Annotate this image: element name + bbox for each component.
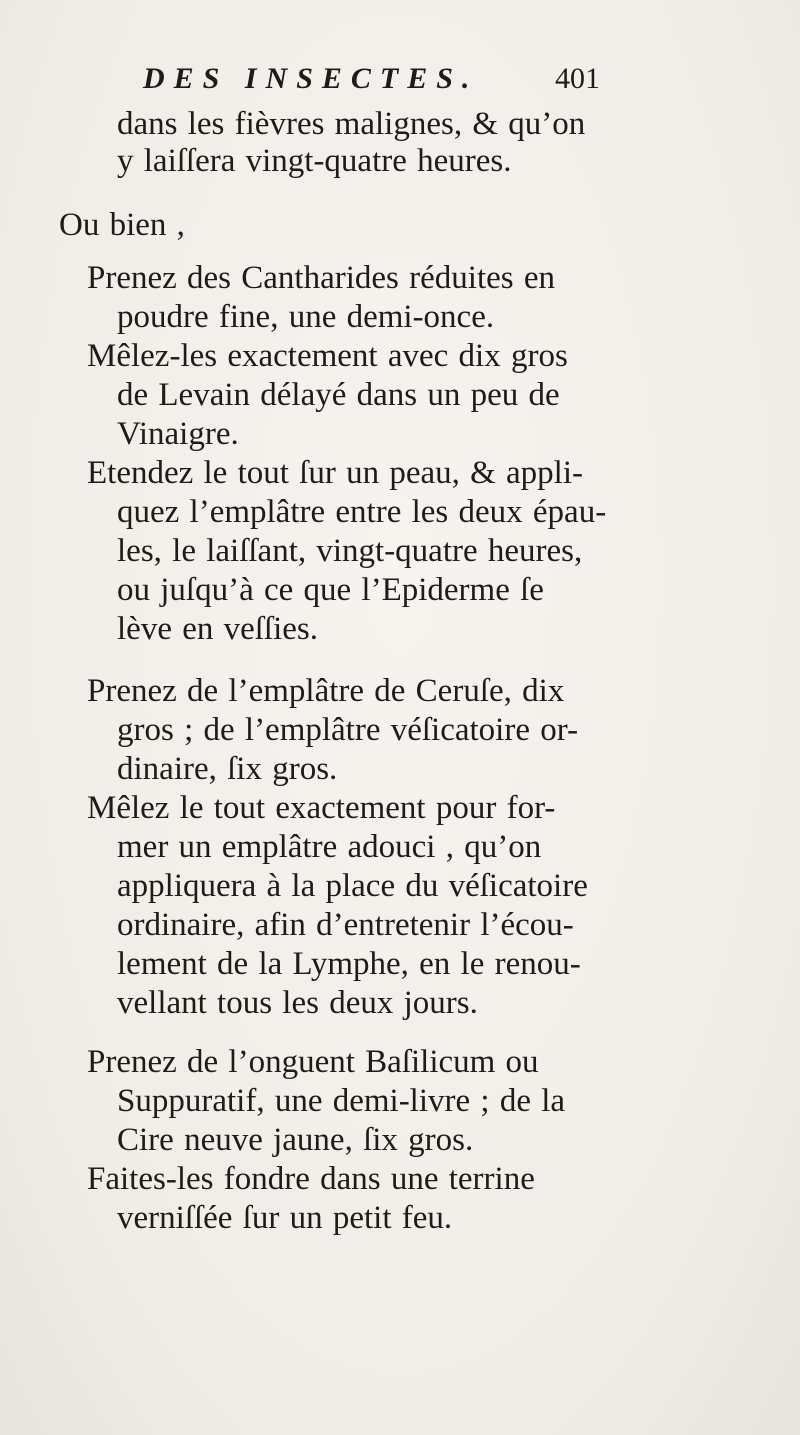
text-line: Mêlez-les exactement avec dix gros — [87, 338, 568, 374]
text-line: gros ; de l’emplâtre véſicatoire or- — [117, 712, 579, 748]
page-number: 401 — [555, 62, 600, 95]
text-line: Prenez des Cantharides réduites en — [87, 260, 556, 296]
text-line: lève en veſſies. — [117, 611, 319, 647]
text-line: de Levain délayé dans un peu de — [117, 377, 560, 413]
text-line: Ou bien , — [59, 207, 185, 243]
text-line: vellant tous les deux jours. — [117, 985, 478, 1021]
text-line: Prenez de l’emplâtre de Ceruſe, dix — [87, 673, 565, 709]
text-line: dinaire, ſix gros. — [117, 751, 338, 787]
text-line: Etendez le tout ſur un peau, & appli- — [87, 455, 584, 491]
text-line: appliquera à la place du véſicatoire — [117, 868, 588, 904]
text-line: mer un emplâtre adouci , qu’on — [117, 829, 542, 865]
text-line: Faites-les fondre dans une terrine — [87, 1161, 535, 1197]
text-line: poudre fine, une demi-once. — [117, 299, 495, 335]
text-line: y laiſſera vingt-quatre heures. — [117, 143, 512, 179]
text-line: Suppuratif, une demi-livre ; de la — [117, 1083, 566, 1119]
text-line: dans les fièvres malignes, & qu’on — [117, 106, 586, 142]
text-line: quez l’emplâtre entre les deux épau- — [117, 494, 607, 530]
text-line: Vinaigre. — [117, 416, 239, 452]
page-header — [143, 62, 643, 102]
text-line: lement de la Lymphe, en le renou- — [117, 946, 581, 982]
text-line: ou juſqu’à ce que l’Epiderme ſe — [117, 572, 544, 608]
text-line: ordinaire, afin d’entretenir l’écou- — [117, 907, 574, 943]
text-line: Cire neuve jaune, ſix gros. — [117, 1122, 474, 1158]
text-line: Prenez de l’onguent Baſilicum ou — [87, 1044, 539, 1080]
text-line: les, le laiſſant, vingt-quatre heures, — [117, 533, 583, 569]
text-line: Mêlez le tout exactement pour for- — [87, 790, 556, 826]
running-title: DES INSECTES. — [143, 62, 479, 95]
text-line: verniſſée ſur un petit feu. — [117, 1200, 453, 1236]
